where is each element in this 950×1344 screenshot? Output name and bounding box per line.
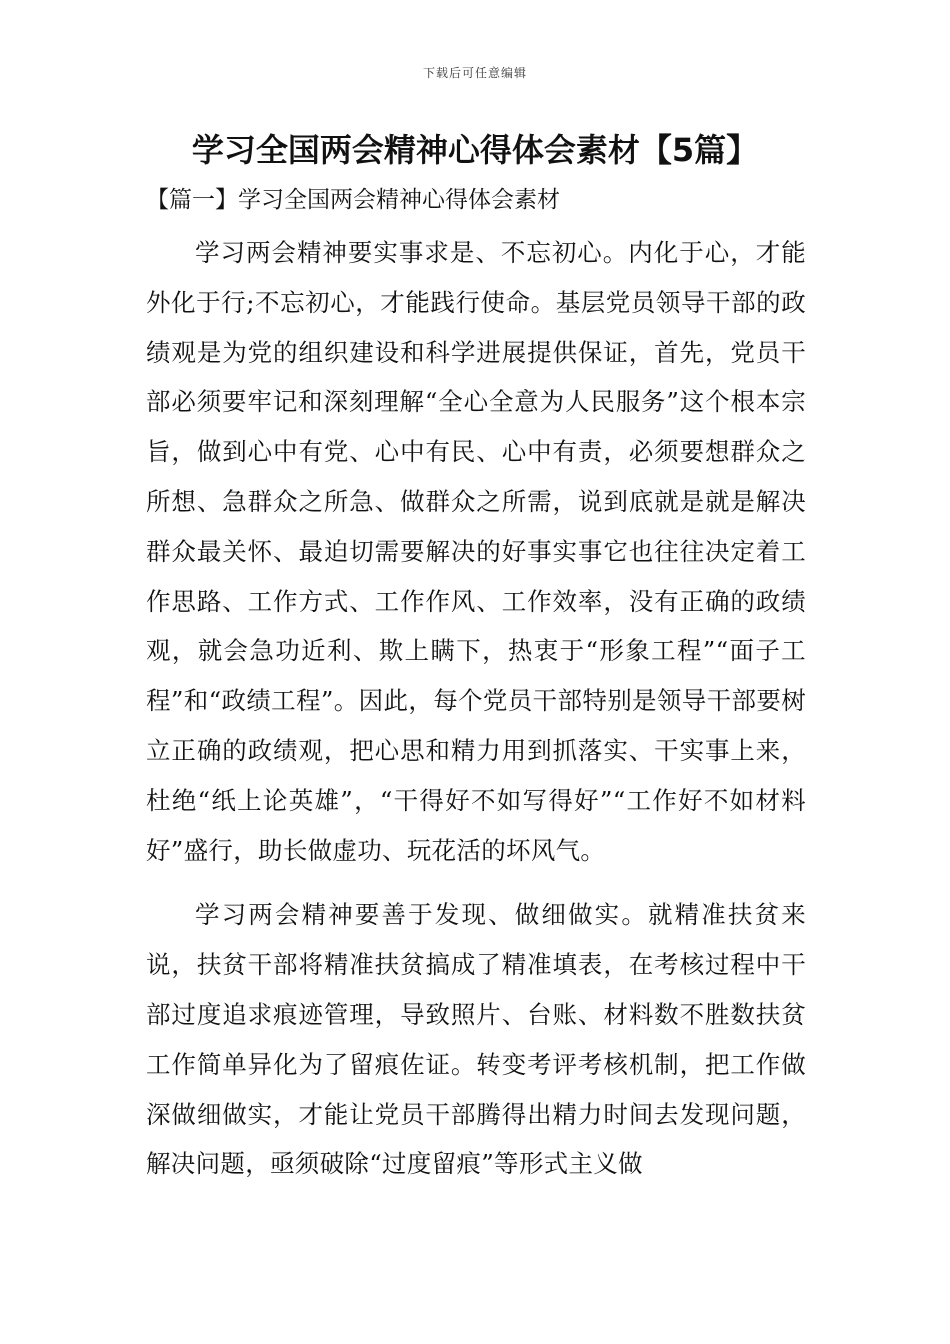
document-title: 学习全国两会精神心得体会素材【5篇】 [191, 131, 759, 169]
document-body [146, 228, 806, 1189]
paragraph-2: 学习两会精神要善于发现、做细做实。就精准扶贫来说，扶贫干部将精准扶贫搞成了精准填表，在考核过程中干部过度追求痕迹管理，导致照片、台账、材料数不胜数扶贫工作简单异化为了留痕佐证。转变考评考核机制，把工作做深做细做实，才能让党员干部腾得出精力时间去发现问题，解决问题，亟须破除“过度留痕”等形式主义做 [146, 900, 806, 1179]
paragraph-1: 学习两会精神要实事求是、不忘初心。内化于心，才能外化于行;不忘初心，才能践行使命。基层党员领导干部的政绩观是为党的组织建设和科学进展提供保证，首先，党员干部必须要牢记和深刻理解“全心全意为人民服务”这个根本宗旨，做到心中有党、心中有民、心中有责，必须要想群众之所想、急群众之所急、做群众之所需，说到底就是就是解决群众最关怀、最迫切需要解决的好事实事它也往往决定着工作思路、工作方式、工作作风、工作效率，没有正确的政绩观，就会急功近利、欺上瞒下，热衷于“形象工程”“面子工程”和“政绩工程”。因此，每个党员干部特别是领导干部要树立正确的政绩观，把心思和精力用到抓落实、干实事上来，杜绝“纸上论英雄”，“干得好不如写得好”“工作好不如材料好”盛行，助长做虚功、玩花活的坏风气。 [146, 238, 806, 865]
section-heading: 【篇一】学习全国两会精神心得体会素材 [146, 187, 560, 213]
header-note: 下载后可任意编辑 [422, 66, 527, 80]
